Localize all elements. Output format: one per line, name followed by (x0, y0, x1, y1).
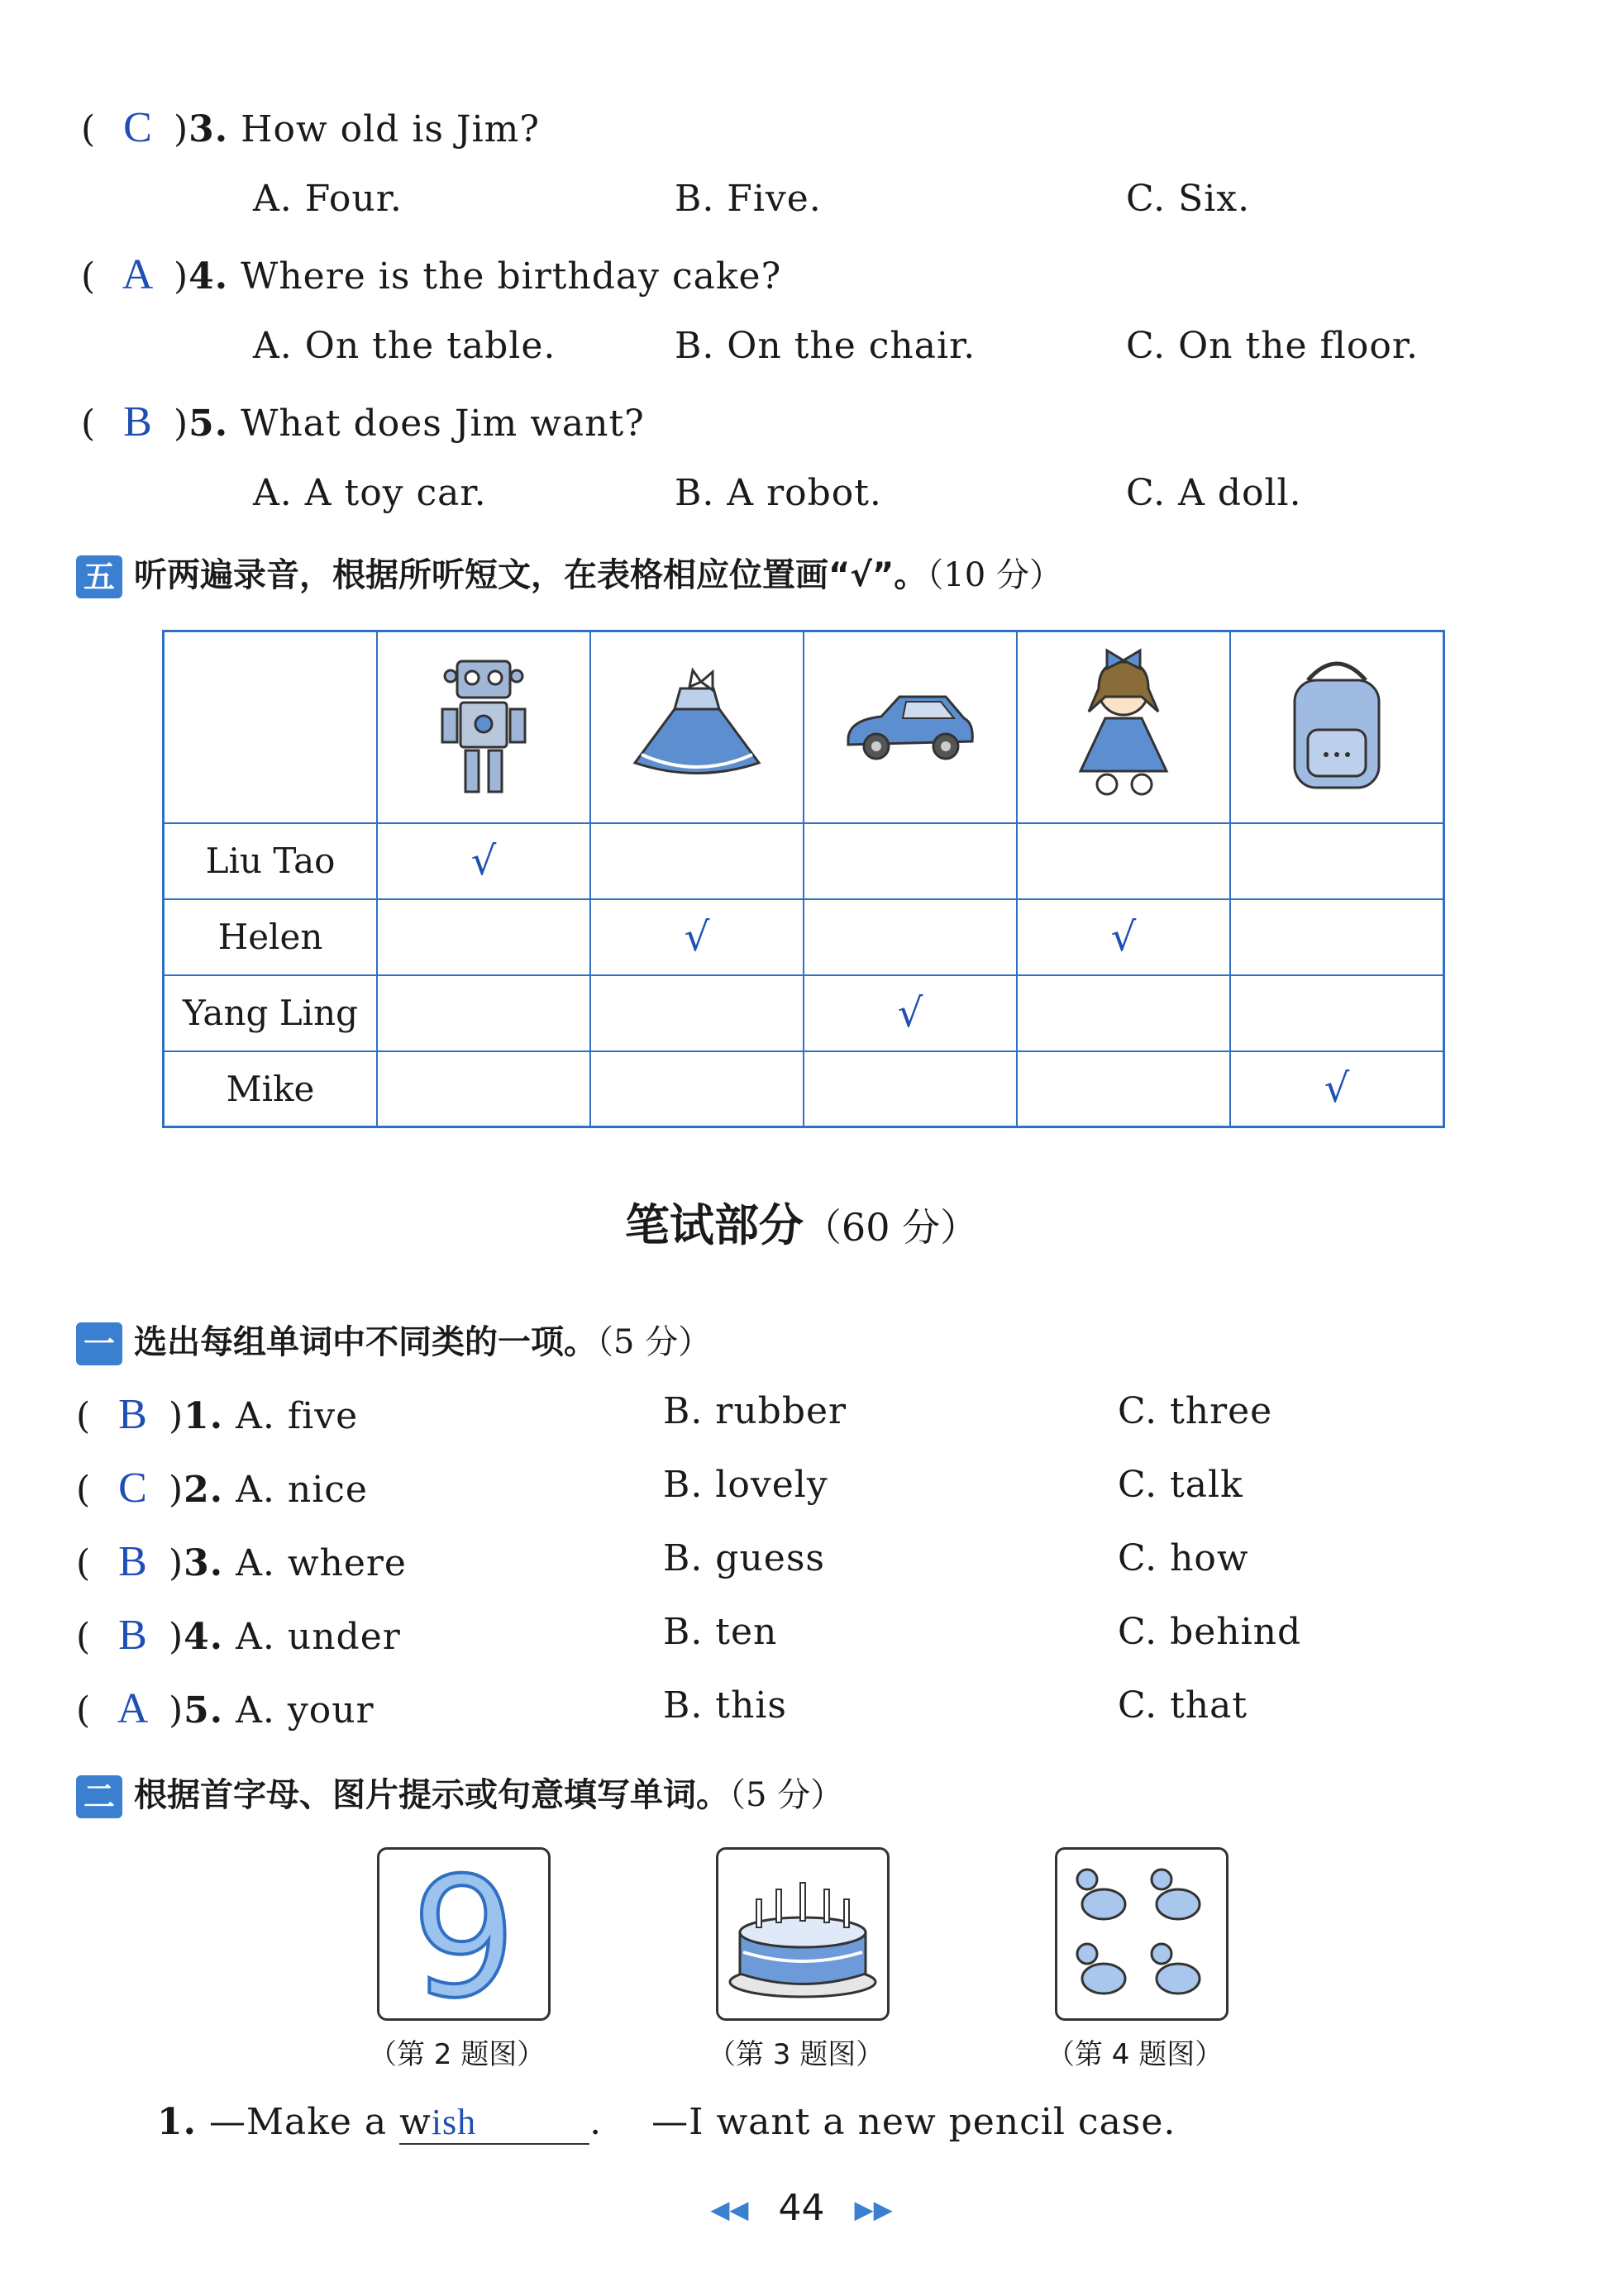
cake-picture (716, 1847, 890, 2021)
option: C. A doll. (1126, 472, 1302, 514)
word-item: ( B )1. A. five (76, 1391, 359, 1438)
answer: A (117, 1685, 150, 1732)
tick-cell (804, 899, 1017, 975)
answer-l4: A (122, 251, 155, 298)
tick-cell: √ (1230, 1051, 1444, 1127)
row-name: Liu Tao (164, 823, 378, 899)
qnum: 5. (188, 403, 229, 445)
option: A. Four. (253, 178, 403, 220)
question-l5: ( B )5. What does Jim want? (81, 398, 645, 445)
tick-cell (804, 823, 1017, 899)
section-badge: 五 (76, 555, 122, 598)
word-item: ( B )3. A. where (76, 1538, 407, 1585)
option: A. where (236, 1542, 407, 1584)
option: A. five (236, 1395, 359, 1437)
schoolbag-icon (1230, 631, 1444, 823)
q1-end: . (589, 2101, 603, 2143)
option: A. your (236, 1689, 375, 1732)
section-badge: 一 (76, 1322, 122, 1365)
tick-cell (590, 1051, 804, 1127)
tick-cell (377, 1051, 590, 1127)
qnum: 4. (188, 255, 229, 298)
doll-icon (1017, 631, 1230, 823)
tick-cell (1017, 1051, 1230, 1127)
option: A. On the table. (253, 325, 556, 367)
title-text: 笔试部分 (624, 1199, 804, 1251)
option: B. rubber (663, 1390, 847, 1432)
qnum: 3. (184, 1542, 224, 1584)
option: B. this (663, 1684, 787, 1727)
option: B. Five. (675, 178, 822, 220)
tick-cell (590, 823, 804, 899)
row-name: Mike (164, 1051, 378, 1127)
word-item: ( A )5. A. your (76, 1685, 375, 1732)
section-instruction: 根据首字母、图片提示或句意填写单词。 (134, 1776, 729, 1814)
qnum: 1. (184, 1395, 224, 1437)
title-score: （60 分） (803, 1205, 979, 1250)
qnum: 5. (184, 1689, 224, 1732)
skirt-icon (590, 631, 804, 823)
car-icon (804, 631, 1017, 823)
row-name: Helen (164, 899, 378, 975)
tick-cell (1230, 975, 1444, 1051)
filled-answer: ish (431, 2102, 477, 2142)
qnum: 3. (188, 108, 229, 150)
corner-cell (164, 631, 378, 823)
option: B. lovely (663, 1464, 828, 1506)
first-letter: w (399, 2101, 432, 2143)
answer-l3: C (123, 104, 153, 151)
option: A. A toy car. (253, 472, 487, 514)
written-part-title (0, 1190, 1603, 1254)
tick-cell: √ (377, 823, 590, 899)
answer: B (118, 1391, 148, 1438)
row-name: Yang Ling (164, 975, 378, 1051)
answer-l5: B (123, 398, 153, 445)
option: B. guess (663, 1537, 826, 1579)
option: B. ten (663, 1611, 778, 1653)
nine-picture (377, 1847, 551, 2021)
prev-arrow-icon: ◀◀ (710, 2195, 749, 2225)
caption-2: （第 2 题图） (369, 2038, 546, 2071)
question-text: How old is Jim? (241, 108, 540, 150)
answer: B (118, 1612, 148, 1659)
next-arrow-icon: ▶▶ (854, 2195, 893, 2225)
option: B. A robot. (675, 472, 882, 514)
caption-4: （第 4 题图） (1047, 2038, 1224, 2071)
tick-cell (377, 899, 590, 975)
section-score: （5 分） (729, 1776, 844, 1814)
question-l4: ( A )4. Where is the birthday cake? (81, 251, 782, 298)
nine-digit: 9 (411, 1850, 517, 2018)
option: B. On the chair. (675, 325, 976, 367)
tick-cell (377, 975, 590, 1051)
page-footer (0, 2187, 1603, 2229)
tick-cell (590, 975, 804, 1051)
question-text: What does Jim want? (241, 403, 645, 445)
caption-3: （第 3 题图） (708, 2038, 885, 2071)
qnum: 2. (184, 1469, 224, 1511)
robot-icon (377, 631, 590, 823)
q1-reply: —I want a new pencil case. (651, 2101, 1176, 2143)
tick-cell (1230, 899, 1444, 975)
question-text: Where is the birthday cake? (241, 255, 782, 298)
tick-cell: √ (1017, 899, 1230, 975)
section-score: （5 分） (597, 1323, 712, 1361)
section-badge: 二 (76, 1775, 122, 1818)
option: C. On the floor. (1126, 325, 1419, 367)
option: C. behind (1118, 1611, 1302, 1653)
fill-question-1 (157, 2101, 1176, 2145)
tick-cell: √ (804, 975, 1017, 1051)
section-2-header (76, 1769, 843, 1818)
tick-cell (1230, 823, 1444, 899)
qnum: 4. (184, 1616, 224, 1658)
page-number: 44 (778, 2187, 825, 2229)
word-item: ( C )2. A. nice (76, 1465, 368, 1512)
answer-table (162, 630, 1445, 1128)
word-item: ( B )4. A. under (76, 1612, 401, 1659)
answer: C (118, 1465, 148, 1512)
section-score: （10 分） (927, 556, 1062, 594)
section-5-header (76, 549, 1062, 598)
qnum: 1. (157, 2101, 197, 2143)
answer: B (118, 1538, 148, 1585)
option: A. under (236, 1616, 401, 1658)
option: C. three (1118, 1390, 1273, 1432)
option: C. talk (1118, 1464, 1243, 1506)
option: C. Six. (1126, 178, 1251, 220)
tick-cell: √ (590, 899, 804, 975)
question-l3: ( C )3. How old is Jim? (81, 104, 540, 151)
section-instruction: 听两遍录音，根据所听短文，在表格相应位置画“√”。 (134, 556, 928, 594)
option: C. how (1118, 1537, 1249, 1579)
option: C. that (1118, 1684, 1248, 1727)
ducks-picture (1055, 1847, 1228, 2021)
section-1-header (76, 1316, 711, 1365)
tick-cell (804, 1051, 1017, 1127)
answer-blank[interactable] (399, 2101, 589, 2145)
q1-prefix: —Make a (208, 2101, 400, 2143)
tick-cell (1017, 975, 1230, 1051)
section-instruction: 选出每组单词中不同类的一项。 (134, 1323, 597, 1361)
option: A. nice (236, 1469, 368, 1511)
tick-cell (1017, 823, 1230, 899)
